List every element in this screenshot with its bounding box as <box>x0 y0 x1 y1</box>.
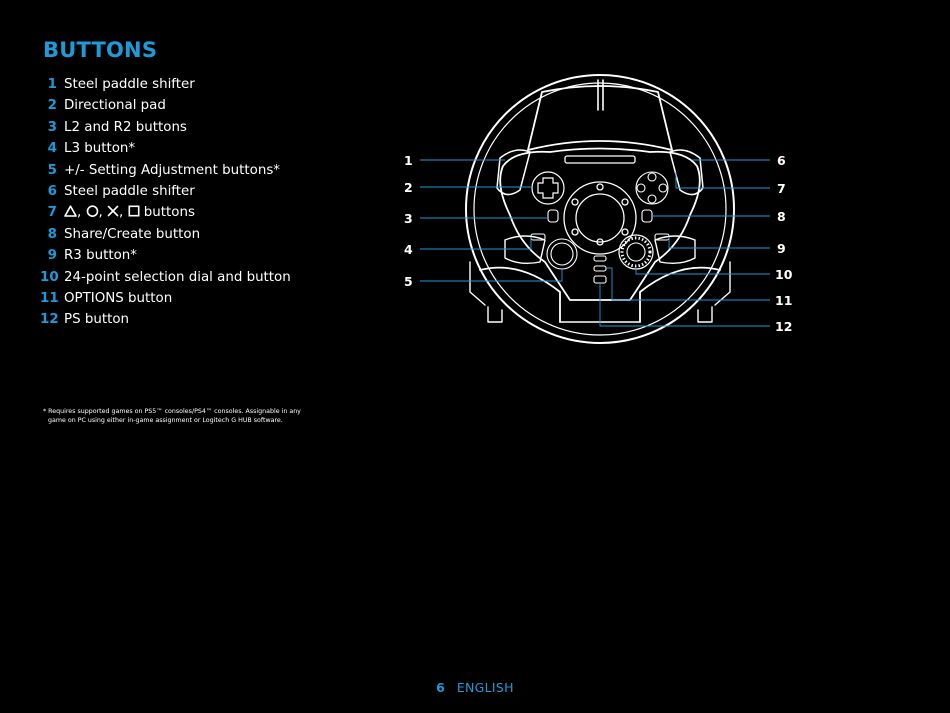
directional-pad-icon <box>532 172 564 204</box>
callout-number: 11 <box>775 293 793 308</box>
item-number: 10 <box>40 269 59 285</box>
item-number: 4 <box>47 141 57 157</box>
item-label: Share/Create button <box>64 226 201 242</box>
page-title: BUTTONS <box>43 38 158 62</box>
callout-number: 4 <box>404 242 413 257</box>
callout-number: 6 <box>777 153 786 168</box>
callout-number: 5 <box>404 274 413 289</box>
item-number: 2 <box>47 98 57 114</box>
callout-number: 7 <box>777 181 786 196</box>
footnote-line: game on PC using either in-game assignment or Logitech G HUB software. <box>48 416 283 424</box>
language-label: ENGLISH <box>456 680 514 695</box>
callout-number: 3 <box>404 211 413 226</box>
item-label: Steel paddle shifter <box>64 183 195 199</box>
item-number: 3 <box>47 119 57 135</box>
item-label: L3 button* <box>64 141 136 157</box>
callout-number: 10 <box>775 267 793 282</box>
item-label: PS button <box>64 312 129 328</box>
list-item: 7 , , , buttons <box>40 202 291 223</box>
callout-number: 1 <box>404 153 413 168</box>
callout-number: 8 <box>777 209 786 224</box>
selection-dial-icon <box>619 235 653 269</box>
item-number: 9 <box>47 248 57 264</box>
page-footer <box>0 680 950 695</box>
item-label: OPTIONS button <box>64 290 173 306</box>
item-label: +/- Setting Adjustment buttons* <box>64 162 280 178</box>
callout-number: 12 <box>775 319 793 334</box>
page-number: 6 <box>436 680 445 695</box>
callout-lines <box>420 160 770 326</box>
footnote-line: * Requires supported games on PS5™ consoles/PS4™ consoles. Assignable in any <box>43 408 301 415</box>
item-label: R3 button* <box>64 248 137 264</box>
item-label: L2 and R2 buttons <box>64 119 187 135</box>
item-label: Steel paddle shifter <box>64 77 195 92</box>
item-number: 1 <box>47 77 57 92</box>
face-buttons-icon <box>636 172 668 204</box>
item-number: 8 <box>47 226 57 242</box>
item-label: Directional pad <box>64 98 166 114</box>
item-number: 12 <box>40 312 59 328</box>
item-number: 5 <box>47 162 57 178</box>
item-label: buttons <box>139 205 195 221</box>
callout-numbers <box>404 153 793 334</box>
item-number: 6 <box>47 183 57 199</box>
callout-number: 2 <box>404 180 413 195</box>
callout-number: 9 <box>777 241 786 256</box>
item-label: 24-point selection dial and button <box>64 269 291 285</box>
item-number: 7 <box>47 205 57 221</box>
item-number: 11 <box>40 290 59 306</box>
